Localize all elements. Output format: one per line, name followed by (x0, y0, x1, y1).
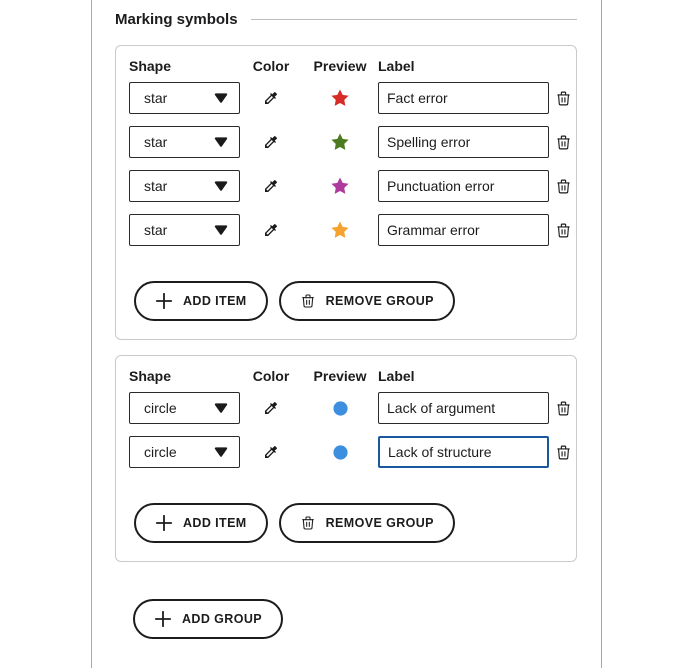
column-header-color: Color (252, 368, 290, 384)
add-item-button[interactable] (134, 503, 268, 543)
add-item-label: ADD ITEM (183, 516, 247, 530)
column-header-shape: Shape (129, 58, 172, 74)
shape-select-value: star (144, 222, 168, 238)
eyedropper-icon (263, 134, 279, 150)
chevron-down-icon (214, 447, 228, 457)
column-header-preview: Preview (313, 368, 367, 384)
trash-icon (555, 400, 572, 417)
label-input-focused[interactable] (378, 436, 549, 468)
label-input[interactable] (378, 82, 549, 114)
column-header-label: Label (378, 58, 415, 74)
star-preview-icon (330, 220, 350, 240)
color-picker-button[interactable] (261, 176, 281, 196)
add-group-button[interactable] (133, 599, 283, 639)
group-actions (134, 503, 576, 543)
color-picker-button[interactable] (261, 88, 281, 108)
delete-item-button[interactable] (553, 88, 574, 109)
trash-icon (555, 444, 572, 461)
shape-select[interactable] (129, 214, 240, 246)
delete-item-button[interactable] (553, 442, 574, 463)
symbol-row (129, 392, 576, 424)
shape-select[interactable] (129, 170, 240, 202)
symbol-row (129, 170, 576, 202)
group-actions (134, 281, 576, 321)
color-picker-button[interactable] (261, 132, 281, 152)
trash-icon (555, 134, 572, 151)
label-input[interactable] (378, 392, 549, 424)
column-header-shape: Shape (129, 368, 172, 384)
plus-icon (154, 610, 172, 628)
star-preview-icon (330, 176, 350, 196)
trash-icon (300, 293, 316, 309)
circle-preview-icon (332, 400, 349, 417)
symbol-row (129, 126, 576, 158)
remove-group-label: REMOVE GROUP (325, 516, 434, 530)
panel-divider-right (601, 0, 602, 668)
eyedropper-icon (263, 400, 279, 416)
section-header (115, 8, 577, 30)
label-input[interactable] (378, 170, 549, 202)
chevron-down-icon (214, 137, 228, 147)
eyedropper-icon (263, 444, 279, 460)
delete-item-button[interactable] (553, 220, 574, 241)
symbol-row (129, 436, 576, 468)
shape-select[interactable] (129, 82, 240, 114)
shape-select[interactable] (129, 126, 240, 158)
column-header-row (129, 368, 576, 384)
shape-select[interactable] (129, 436, 240, 468)
section-title: Marking symbols (115, 10, 238, 28)
add-group-label: ADD GROUP (182, 612, 262, 626)
trash-icon (555, 90, 572, 107)
color-picker-button[interactable] (261, 398, 281, 418)
color-picker-button[interactable] (261, 220, 281, 240)
eyedropper-icon (263, 178, 279, 194)
chevron-down-icon (214, 225, 228, 235)
plus-icon (155, 514, 173, 532)
shape-select-value: star (144, 134, 168, 150)
shape-select-value: star (144, 90, 168, 106)
symbol-row (129, 214, 576, 246)
trash-icon (300, 515, 316, 531)
trash-icon (555, 178, 572, 195)
remove-group-label: REMOVE GROUP (325, 294, 434, 308)
label-input[interactable] (378, 214, 549, 246)
column-header-label: Label (378, 368, 415, 384)
delete-item-button[interactable] (553, 132, 574, 153)
marking-symbols-section (115, 8, 577, 639)
remove-group-button[interactable] (279, 281, 455, 321)
chevron-down-icon (214, 93, 228, 103)
shape-select-value: star (144, 178, 168, 194)
chevron-down-icon (214, 403, 228, 413)
star-preview-icon (330, 132, 350, 152)
remove-group-button[interactable] (279, 503, 455, 543)
column-header-row (129, 58, 576, 74)
add-item-label: ADD ITEM (183, 294, 247, 308)
eyedropper-icon (263, 90, 279, 106)
column-header-preview: Preview (313, 58, 367, 74)
eyedropper-icon (263, 222, 279, 238)
trash-icon (555, 222, 572, 239)
symbol-row (129, 82, 576, 114)
chevron-down-icon (214, 181, 228, 191)
shape-select[interactable] (129, 392, 240, 424)
delete-item-button[interactable] (553, 398, 574, 419)
delete-item-button[interactable] (553, 176, 574, 197)
plus-icon (155, 292, 173, 310)
section-divider-line (251, 19, 577, 20)
shape-select-value: circle (144, 400, 177, 416)
symbol-group-1 (115, 45, 577, 340)
circle-preview-icon (332, 444, 349, 461)
panel-divider-left (91, 0, 92, 668)
shape-select-value: circle (144, 444, 177, 460)
symbol-group-2 (115, 355, 577, 562)
color-picker-button[interactable] (261, 442, 281, 462)
column-header-color: Color (252, 58, 290, 74)
star-preview-icon (330, 88, 350, 108)
label-input[interactable] (378, 126, 549, 158)
add-item-button[interactable] (134, 281, 268, 321)
